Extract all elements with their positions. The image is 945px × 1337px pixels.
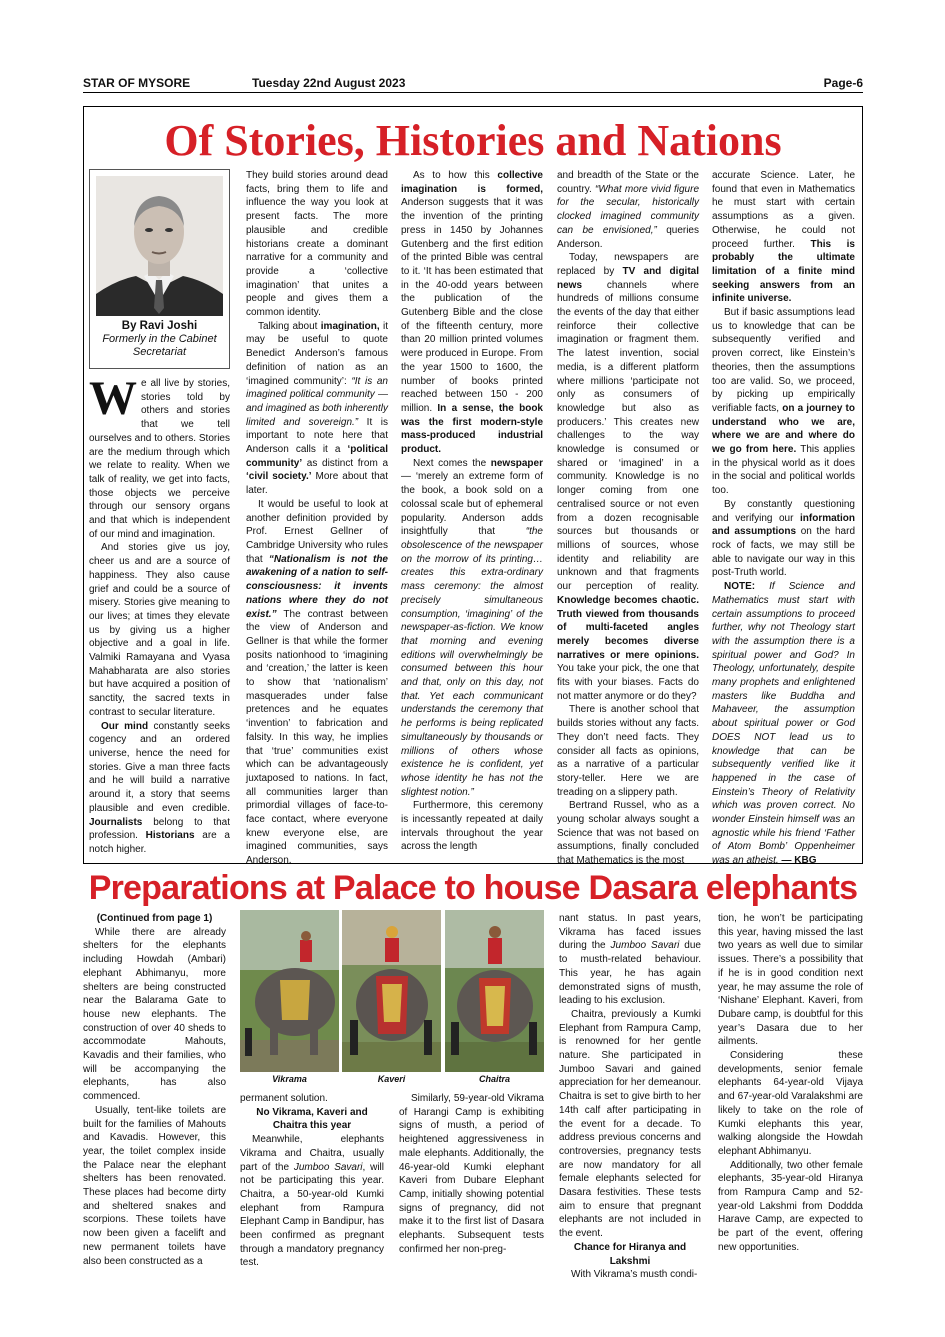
masthead	[83, 76, 863, 92]
elephant-photo	[445, 910, 544, 1072]
elephant-photo	[342, 910, 441, 1072]
article-headline: Of Stories, Histories and Nations	[164, 116, 782, 165]
article-column: We all live by stories, stories told by others and stories that we tell ourselves and to others. Stories are the medium through which we relate to reality. When we talk of reality, we get into facts, those objects we perceive through our sensory organs and that which is independent of our mind and imagination. And stories give us joy, cheer us and are a source of happiness. They also cause grief and could be a source of misery. Stories give meaning to our lives; at times they elevate us by giving us a higher objective and a goal in life. Valmiki Ramayana and Vyasa Mahabharata are also stories but have acquired a position of sanctity, the sacred texts in contrast to secular literature. Our mind constantly seeks cogency and an ordered universe, hence the need for stories. Give a man three facts and he will build a narrative around it, a story that seems plausible and even credible. Journalists belong to that profession. Historians are a notch higher.	[89, 372, 230, 855]
page-number: Page-6	[823, 76, 863, 90]
article-column: (Continued from page 1) While there are already shelters for the elephants including Howdah (Ambari) elephant Abhimanyu, more shelters are being constructed near the Balarama Gate to house new elephants. The construction of over 40 sheds to accommodate Mahouts, Kavadis and their families, who will be accompanying the elephants, has also commenced. Usually, tent-like toilets are built for the families of Mahouts and Kavadis. However, this year, the toilet complex inside the Palace near the elephant shelters has been renovated. These places had become dirty and sheltered snakes and scorpions. These toilets have now been given a facelift and new permanent toilets have also been constructed as a	[83, 913, 226, 1267]
author-name: By Ravi Joshi	[121, 320, 198, 332]
paper-name: STAR OF MYSORE	[83, 76, 191, 90]
issue-date: Tuesday 22nd August 2023	[252, 76, 406, 90]
article-column: nant status. In past years, Vikrama has faced issues during the Jumboo Savari due to musth-related behaviour. This year, he has again demonstrated signs of musth, leading to his exclusion. Chaitra, previously a Kumki Elephant from Rampura Camp, is renowned for her gentle nature. She participated in Jumboo Savari and gained appreciation for her demeanour. Chaitra is set to give birth to her 14th calf after participating in the event for a decade. To address previous concerns and controversies, pregnancy tests are now mandatory for all female elephants selected for Dasara festivities. These tests aim to ensure that pregnant elephants are not included in the event. Chance for Hiranya and Lakshmi With Vikrama’s musth condi-	[559, 913, 701, 1281]
article-column: and breadth of the State or the country. “What more vivid figure for the secular, historically clocked imagined community can be envisioned,” queries Anderson. Today, newspapers are replaced by TV and digital news channels where hundreds of millions consume the events of the day that either reinforce their collective imagination or fragment them. The latest invention, social media, is a different platform where millions ‘participate not only as consumers of knowledge but also as producers.’ This creates new challenges to the way knowledge is consumed or shared or ‘imagined’ in a community. Knowledge is no longer coming from one centralised source or not even from a dozen recognisable sources but thousands or millions of sources, whose identity and reliability are unknown and that fragments our perception of reality. Knowledge becomes chaotic. Truth viewed from thousands of multi-faceted angles merely becomes diverse narratives or mere opinions. You take your pick, the one that fits with your biases. Facts do not matter anymore or do they? There is another school that builds stories without any facts. They don’t need facts. They consider all facts as opinions, as a narrative of a particular story-teller. Here we are treading on a slippery path. Bertrand Russel, who as a young scholar always sought a Science that was not based on assumptions, finally concluded that Mathematics is the most	[557, 170, 700, 867]
byline	[90, 320, 229, 359]
photo-caption: Vikrama	[272, 1074, 307, 1084]
author-role: Secretariat	[132, 346, 187, 358]
article-column: tion, he won’t be participating this year, having missed the last two years as well due to similar issues. There’s a possibility that if he is in good condition next year, he may assume the role of ‘Nishane’ Elephant. Kaveri, from Dubare camp, is doubtful for this year’s Dasara due to her ailments. Considering these developments, senior female elephants 64-year-old Vijaya and 67-year-old Varalakshmi are likely to take on the role of Kumki elephants this year, walking alongside the Howdah elephant Abhimanyu. Additionally, two other female elephants, 35-year-old Hiranya from Rampura Camp and 52-year-old Lakshmi from Doddda Harave Camp, are expected to be part of the event, offering new opportunities.	[718, 913, 863, 1253]
article-column: As to how this collective imagination is formed, Anderson suggests that it was the invention of the printing press in 1450 by Johannes Gutenberg and the first edition of the printed Bible was central to it. ‘It has been estimated that in the 40-odd years between the publication of the Gutenberg Bible and the close of the fifteenth century, more than 20 million printed volumes were produced in Europe. From the year 1500 to 1600, the number of books printed reached between 150 - 200 million. In a sense, the book was the first modern-style mass-produced industrial product. Next comes the newspaper — ‘merely an extreme form of the book, a book sold on a colossal scale but of ephemeral popularity. Anderson adds insightfully that “the obsolescence of the newspaper on the morrow of its printing… creates this extra-ordinary mass ceremony: the almost precisely simultaneous consumption, ‘imagining’ of the newspaper-as-fiction. We know that morning and evening editions will overwhelmingly be consumed between this hour and that, only on this day, not that. Yet each communicant understands the ceremony that he performs is being replicated simultaneously by thousands or millions of others whose existence he is confident, yet whose identity he has not the slightest notion.” Furthermore, this ceremony is incessantly repeated at daily intervals throughout the year across the length	[401, 170, 543, 853]
article-column: permanent solution. No Vikrama, Kaveri and Chaitra this year Meanwhile, elephants Vikrama and Chaitra, usually part of the Jumboo Savari, will not be participating this year. Chaitra, a 50-year-old Kumki elephant from Rampura Elephant Camp in Bandipur, has been confirmed as pregnant through a mandatory pregnancy test.	[240, 1093, 384, 1269]
elephant-photo	[240, 910, 339, 1072]
article-headline: Preparations at Palace to house Dasara elephants	[88, 869, 858, 907]
elephant-photos	[240, 910, 544, 1088]
author-card	[89, 169, 230, 369]
article-column: Similarly, 59-year-old Vikrama of Harangi Camp is exhibiting signs of musth, a period of heightened aggressiveness in male elephants. Additionally, the 46-year-old Kumki elephant Kaveri from Dubare Elephant Camp, initially showing potential signs of pregnancy, did not make it to the first list of Dasara elephants. Subsequent tests confirmed her non-preg-	[399, 1093, 544, 1255]
masthead-rule	[83, 92, 863, 93]
photo-caption: Chaitra	[478, 1074, 510, 1084]
article-column: accurate Science. Later, he found that even in Mathematics he must start with certain assumptions as a given. Otherwise, he could not proceed further. This is probably the ultimate limitation of a finite mind seeking answers from an infinite universe. But if basic assumptions lead us to knowledge that can be subsequently verified and proven correct, like Einstein’s theories, then the assumptions too are valid. So, we proceed, by picking up empirically verifiable facts, on a journey to understand who we are, where we are and where do we go from here. This applies in the physical world as it does in the social and political worlds too. By constantly questioning and verifying our information and assumptions on the hard rock of facts, we may still be able to navigate our way in this post-Truth world. NOTE: If Science and Mathematics must start with certain assumptions to proceed further, why not Theology start with the assumption there is a spiritual power and God? In Theology, unfortunately, despite many prophets and enlightened masters like Buddha and Mahaveer, the assumption about spiritual power or God DOES NOT lead us to knowledge that can be subsequently verified like it happened in the case of Einstein’s Theory of Relativity which was proven correct. No wonder Einstein himself was an agnostic while his friend ‘Father of Atom Bomb’ Oppenheimer was an atheist. — KBG	[712, 170, 856, 867]
author-role: Formerly in the Cabinet	[102, 333, 217, 345]
article-box	[83, 106, 863, 867]
article-column: They build stories around dead facts, bring them to life and influence the way you look at present facts. The more plausible and credible historians create a dominant narrative for a community and provide a ‘collective imagination’ that unites a people and gives them a common identity. Talking about imagination, it may be useful to quote Benedict Anderson’s famous definition of nation as an ‘imagined community’: “It is an imagined political community — and imagined as both inherently limited and sovereign.” It is important to note here that Anderson calls it a ‘political community’ as distinct from a ‘civil society.’ More about that later. It would be useful to look at another definition provided by Prof. Ernest Gellner of Cambridge University who rules that “Nationalism is not the awakening of a nation to self-consciousness: it invents nations where they do not exist.” The contrast between the view of Anderson and Gellner is that while the former posits nationhood to ‘imagining and ‘creation,’ the latter is keen to show that ‘nationalism’ masquerades under false pretences and he equates ‘invention’ to fabrication and falsity. In this way, he implies that ‘true’ communities exist which can be advantageously juxtaposed to nations. In fact, all communities larger than primordial villages of face-to-face contact, where everyone knew everyone else, are imagined communities, says Anderson.	[246, 170, 388, 867]
photo-caption: Kaveri	[377, 1074, 406, 1084]
author-photo	[96, 176, 223, 316]
